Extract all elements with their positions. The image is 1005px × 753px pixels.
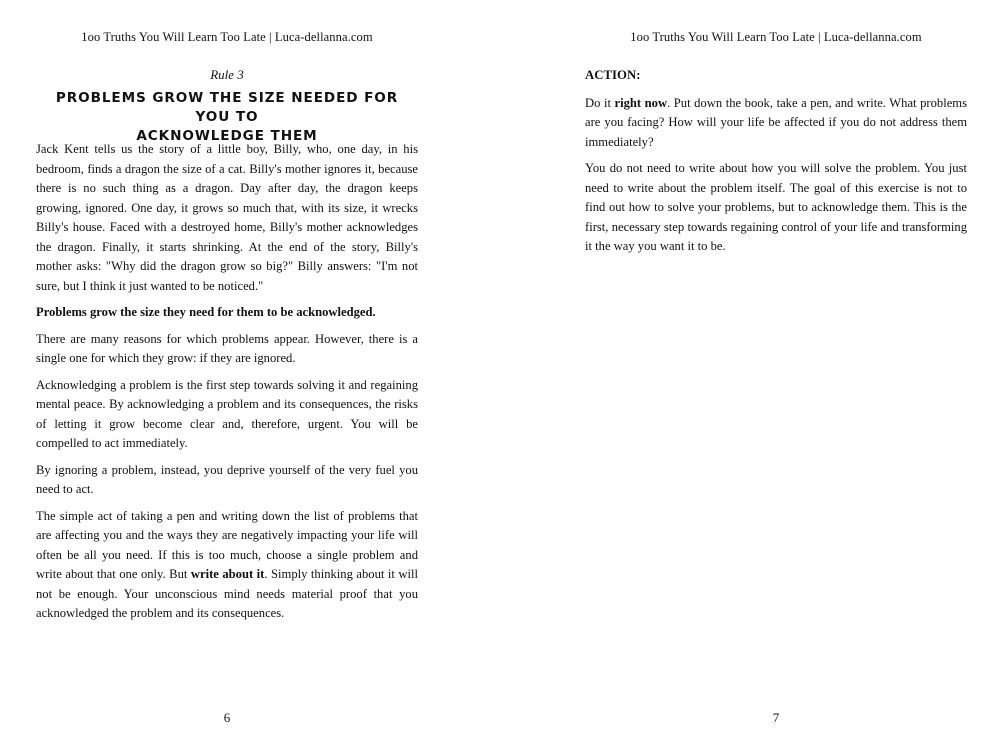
paragraph-do-it-start: Do it (585, 95, 615, 110)
rule-label: Rule 3 (210, 67, 244, 82)
emphasis-right-now: right now (614, 95, 668, 110)
paragraph-do-it-now (585, 94, 967, 153)
paragraph-writing (36, 507, 418, 624)
paragraph-ignoring: By ignoring a problem, instead, you deprive yourself of the very fuel you need to act. (36, 462, 418, 496)
paragraph-writing-end: . Simply thinking about it will not be enough. Your unconscious mind needs material proof that you acknowledged the problem and its consequences. (36, 567, 418, 620)
chapter-title-line-1: PROBLEMS GROW THE SIZE NEEDED FOR YOU TO (55, 90, 399, 125)
key-statement: Problems grow the size they need for them to be acknowledged. (36, 305, 376, 319)
page-number-left: 6 (223, 710, 231, 725)
action-heading: ACTION: (585, 68, 641, 82)
paragraph-reasons: There are many reasons for which problems appear. However, there is a single one for which they grow: if they are ignored. (36, 331, 418, 365)
left-body-text (36, 140, 418, 631)
running-header-right: 1oo Truths You Will Learn Too Late | Luca-dellanna.com (630, 30, 922, 44)
paragraph-acknowledging: Acknowledging a problem is the first step towards solving it and regaining mental peace. By acknowledging a problem and its consequences, the risks of letting it grow become clear and, therefore, urgent. You will be compelled to act immediately. (36, 377, 418, 450)
running-header-left: 1oo Truths You Will Learn Too Late | Luca-dellanna.com (81, 30, 373, 44)
paragraph-writing-start: The simple act of taking a pen and writing down the list of problems that are affecting you and the ways they are negatively impacting your life will often be all you need. If this is too much, choose a single problem and write about that one only. But (36, 508, 418, 581)
emphasis-write-about-it: write about it (190, 567, 265, 581)
left-page (36, 0, 418, 753)
right-page (585, 0, 967, 753)
chapter-title-line-2: ACKNOWLEDGE THEM (136, 128, 318, 144)
paragraph-do-it-end: . Put down the book, take a pen, and write. What problems are you facing? How will your life be affected if you do not address them immediately? (585, 95, 967, 149)
page-number-right: 7 (772, 710, 780, 725)
chapter-title (36, 89, 418, 146)
right-body-text (585, 66, 967, 264)
paragraph-dragon-story: Jack Kent tells us the story of a little boy, Billy, who, one day, in his bedroom, finds a dragon the size of a cat. Billy's mother ignores it, because there is no such thing as a dragon. Day after day, the dragon keeps growing, ignored. One day, it grows so much that, with its size, it wrecks Billy's house. Faced with a destroyed home, Billy's mother acknowledges the dragon. Finally, it starts shrinking. At the end of the story, Billy's mother asks: "Why did the dragon grow so big?" Billy answers: "I'm not sure, but I think it just wanted to be noticed." (36, 142, 418, 293)
paragraph-exercise-goal: You do not need to write about how you will solve the problem. You just need to write about the problem itself. The goal of this exercise is not to find out how to solve your problems, but to acknowledge them. This is the first, necessary step towards regaining control of your life and transforming it the way you want it to be. (585, 161, 967, 253)
